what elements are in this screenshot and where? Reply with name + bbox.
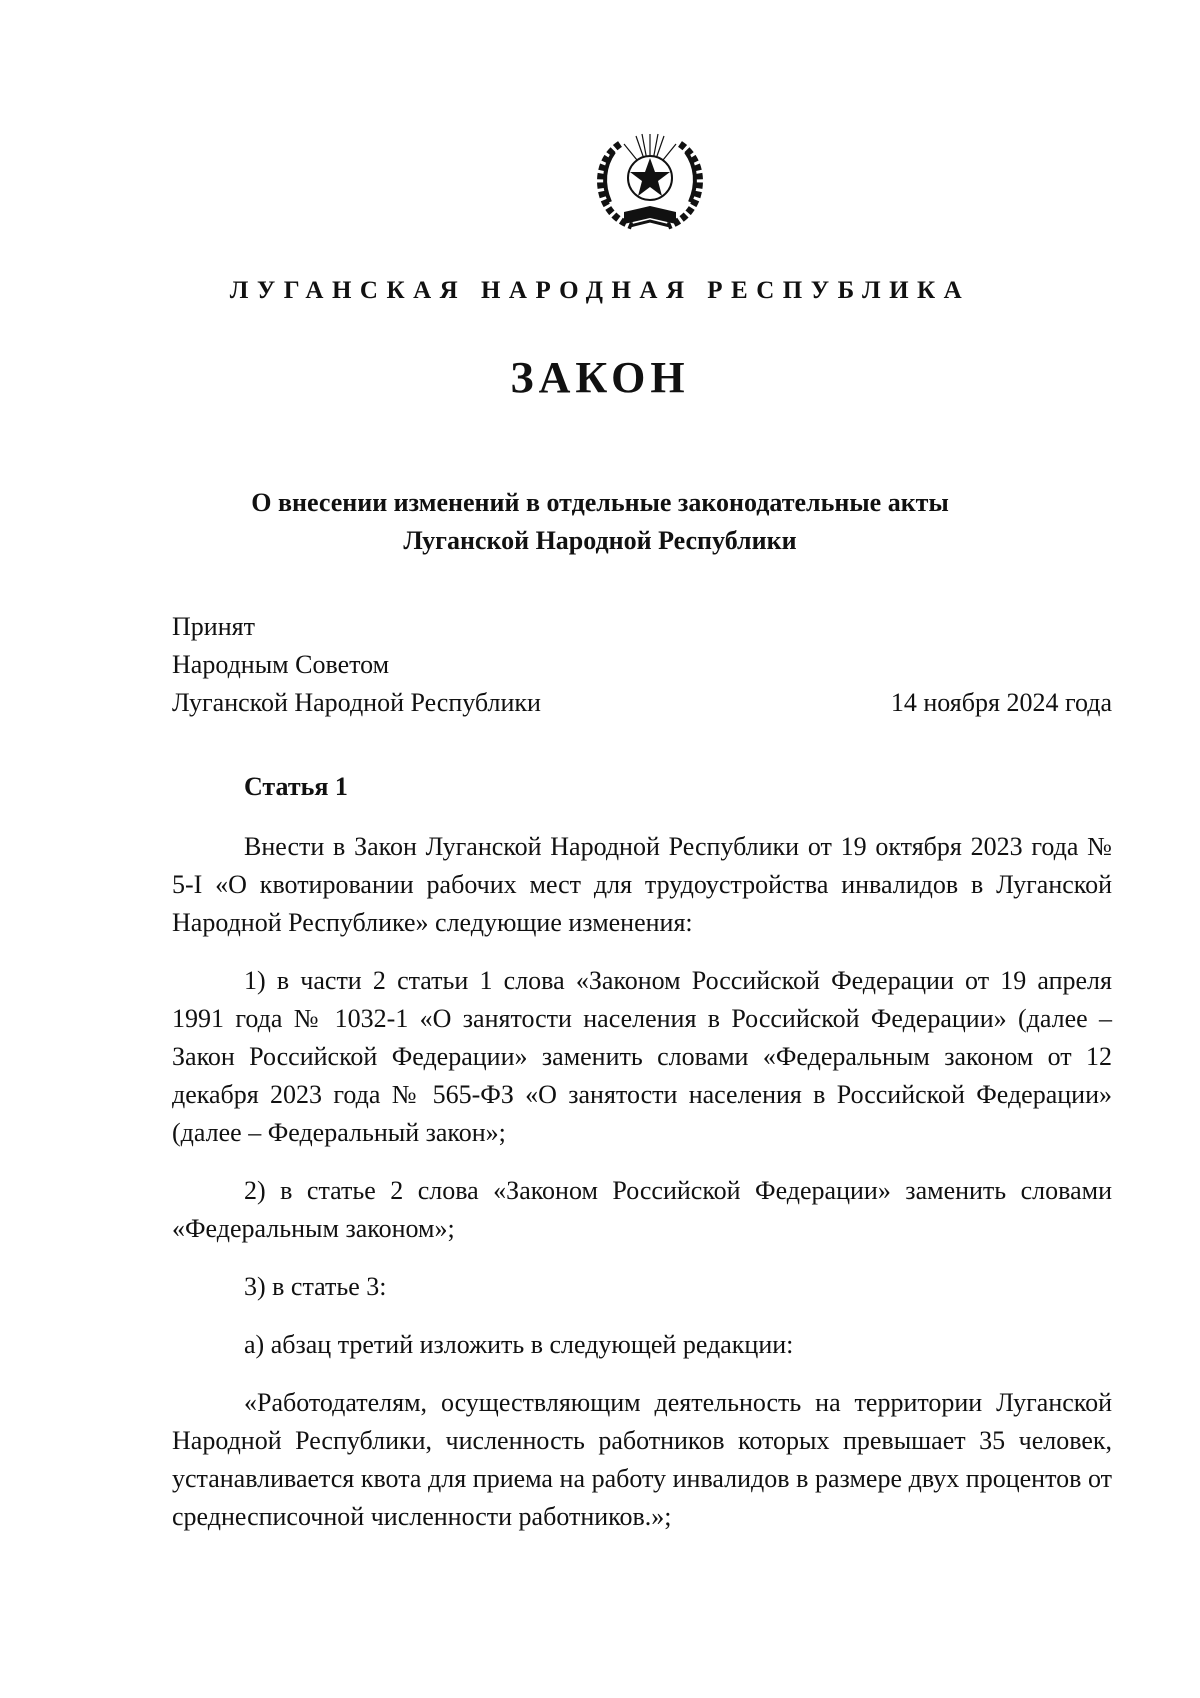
article-paragraph: 1) в части 2 статьи 1 слова «Законом Российской Федерации от 19 апреля 1991 года № 1032-1 «О занятости населения в Российской Федерации» (далее – Закон Российской Федерации» заменить словами «Федеральным законом от 12 декабря 2023 года № 565-ФЗ «О занятости населения в Российской Федерации» (далее – Федеральный закон»; [172,966,1112,1147]
article-paragraph: 2) в статье 2 слова «Законом Российской Федерации» заменить словами «Федеральным законом»; [172,1176,1112,1243]
document-title-line: О внесении изменений в отдельные законодательные акты [251,488,949,517]
article-paragraph: 3) в статье 3: [244,1272,387,1301]
article-paragraph: Внести в Закон Луганской Народной Республики от 19 октября 2023 года № 5-I «О квотировании рабочих мест для трудоустройства инвалидов в Луганской Народной Республике» следующие изменения: [172,832,1112,937]
state-name: ЛУГАНСКАЯ НАРОДНАЯ РЕСПУБЛИКА [229,277,971,304]
article-body [172,828,1112,1556]
article-paragraph: а) абзац третий изложить в следующей редакции: [244,1330,794,1359]
coat-of-arms-icon [580,126,720,236]
adoption-line: Принят [172,612,255,641]
adoption-row [172,684,1112,722]
adoption-line: Луганской Народной Республики [172,688,541,717]
adoption-line: Народным Советом [172,650,390,679]
adoption-block [172,608,1112,722]
article-paragraph: «Работодателям, осуществляющим деятельность на территории Луганской Народной Республики, численность работников которых превышает 35 человек, устанавливается квота для приема на работу инвалидов в размере двух процентов от среднесписочной численности работников.»; [172,1388,1112,1531]
document-title-line: Луганской Народной Республики [403,526,797,555]
document-title [0,484,1200,560]
document-type: ЗАКОН [510,353,690,402]
adoption-date: 14 ноября 2024 года [890,688,1112,717]
article-heading: Статья 1 [244,772,348,801]
